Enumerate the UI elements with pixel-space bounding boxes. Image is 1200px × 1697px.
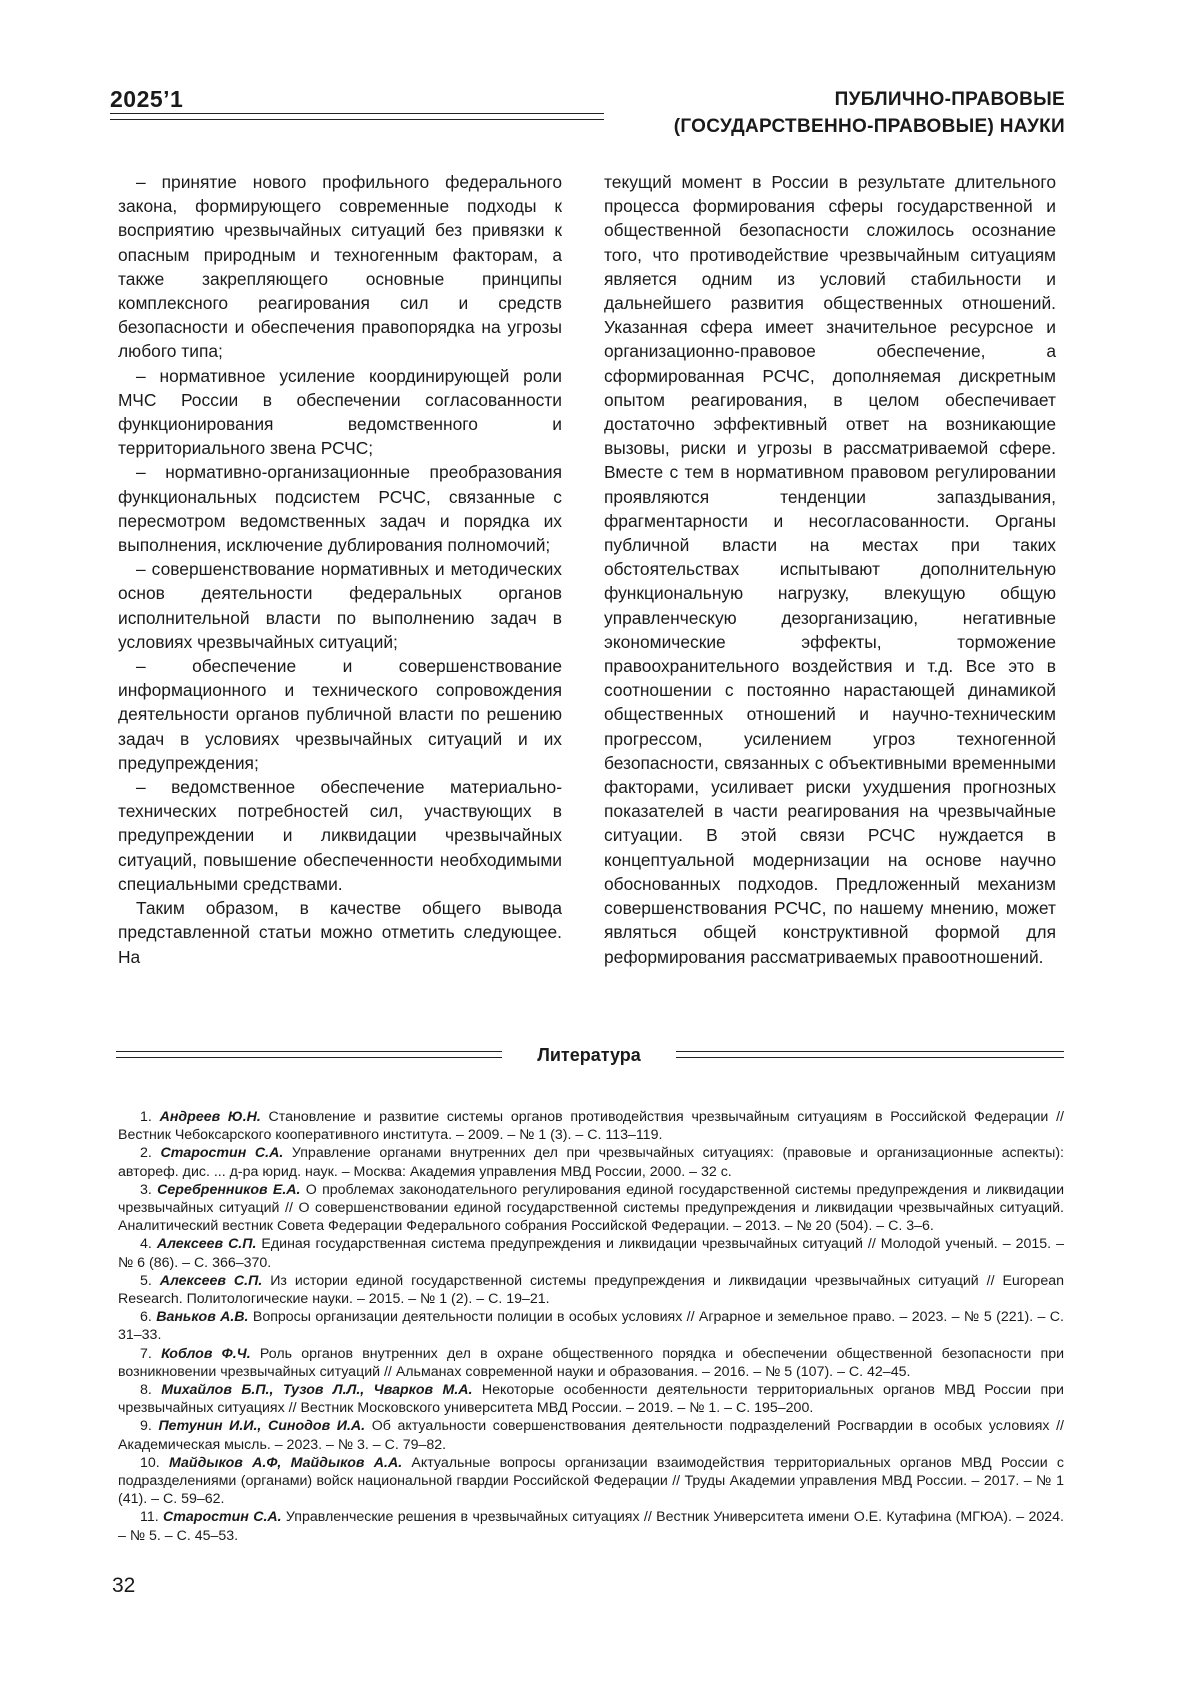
reference-item — [118, 1235, 1064, 1271]
reference-number: 10. — [140, 1454, 160, 1471]
reference-text: Управление органами внутренних дел при чрезвычайных ситуациях: (правовые и организационные аспекты): автореф. дис. ... д-ра юрид. наук. – Москва: Академия управления МВД России, 2000. – 32 с. — [118, 1145, 1064, 1180]
heading-rule-left — [116, 1051, 502, 1058]
reference-authors: Старостин С.А. — [163, 1509, 282, 1526]
reference-text: Управленческие решения в чрезвычайных ситуациях // Вестник Университета имени О.Е. Кутафина (МГЮА). – 2024. – № 5. – С. 45–53. — [118, 1509, 1064, 1544]
page-number: 32 — [112, 1574, 136, 1597]
reference-item — [118, 1108, 1064, 1144]
issue-number: 2025’1 — [110, 86, 184, 112]
reference-text: Актуальные вопросы организации взаимодействия территориальных органов МВД России с подразделениями (органами) войск национальной гвардии Российской Федерации // Труды Академии управления МВД России. – 2017. – № 1 (41). – С. 59–62. — [118, 1454, 1064, 1508]
reference-authors: Старостин С.А. — [160, 1145, 284, 1162]
reference-authors: Ваньков А.В. — [156, 1309, 249, 1326]
paragraph: Таким образом, в качестве общего вывода представленной статьи можно отметить следующее. На — [118, 898, 562, 967]
literature-title: Литература — [537, 1045, 641, 1065]
reference-text: Роль органов внутренних дел в охране общественного порядка и обеспечении общественной безопасности при возникновении чрезвычайных ситуаций // Альманах современной науки и образования. – 2016. – № 5 (107). – С. 42–45. — [118, 1345, 1065, 1380]
reference-text: Из истории единой государственной системы предупреждения и ликвидации чрезвычайных ситуаций // European Research. Политологические науки. – 2015. – № 1 (2). – С. 19–21. — [118, 1272, 1064, 1308]
reference-authors: Петунин И.И., Синодов И.А. — [158, 1418, 366, 1435]
reference-number: 7. — [140, 1345, 152, 1362]
reference-authors: Алексеев С.П. — [159, 1272, 263, 1289]
reference-text: Вопросы организации деятельности полиции в особых условиях // Аграрное и земельное право. – 2023. – № 5 (221). – С. 31–33. — [118, 1309, 1064, 1344]
reference-item — [118, 1454, 1064, 1509]
reference-authors: Майдыков А.Ф, Майдыков А.А. — [169, 1454, 403, 1471]
reference-authors: Коблов Ф.Ч. — [161, 1345, 251, 1362]
reference-authors: Андреев Ю.Н. — [159, 1109, 261, 1125]
heading-rule-right — [676, 1051, 1064, 1058]
reference-text: Становление и развитие системы органов противодействия чрезвычайным ситуациям в Российской Федерации // Вестник Чебоксарского кооперативного института. – 2009. – № 1 (3). – С. 113–119. — [118, 1109, 1064, 1144]
paragraph: – нормативно-организационные преобразования функциональных подсистем РСЧС, связанные с пересмотром ведомственных задач и порядка их выполнения, исключение дублирования полномочий; — [118, 462, 562, 556]
left-column — [118, 170, 562, 969]
literature-heading — [116, 1040, 1064, 1070]
reference-item — [118, 1308, 1064, 1344]
reference-authors: Серебренников Е.А. — [157, 1181, 301, 1198]
reference-item — [118, 1345, 1064, 1381]
reference-authors: Алексеев С.П. — [156, 1236, 257, 1253]
header-double-rule — [110, 113, 604, 120]
reference-item — [118, 1508, 1064, 1544]
reference-item — [118, 1417, 1064, 1453]
paragraph: – обеспечение и совершенствование информационного и технического сопровождения деятельности органов публичной власти по решению задач в условиях чрезвычайных ситуаций и их предупреждения; — [118, 656, 562, 773]
reference-number: 6. — [140, 1309, 152, 1326]
reference-number: 1. — [140, 1109, 152, 1125]
reference-number: 4. — [140, 1236, 152, 1253]
reference-text: О проблемах законодательного регулирования единой государственной системы предупреждения и ликвидации чрезвычайных ситуаций // О совершенствовании единой государственной системы предупреждения и ликвидации чрезвычайных ситуаций. Аналитический вестник Совета Федерации Федерального собрания Российской Федерации. – 2013. – № 20 (504). – С. 3–6. — [118, 1181, 1064, 1235]
reference-number: 3. — [140, 1181, 152, 1198]
paragraph: текущий момент в России в результате длительного процесса формирования сферы государственной и общественной безопасности сложилось осознание того, что противодействие чрезвычайным ситуациям является одним из условий стабильности и дальнейшего развития общественных отношений. Указанная сфера имеет значительное ресурсное и организационно-правовое обеспечение, а сформированная РСЧС, дополняемая дискретным опытом реагирования, в целом обеспечивает достаточно эффективный ответ на возникающие вызовы, риски и угрозы в рассматриваемой сфере. Вместе с тем в нормативном правовом регулировании проявляются тенденции запаздывания, фрагментарности и несогласованности. Органы публичной власти на местах при таких обстоятельствах испытывают дополнительную функциональную нагрузку, влекущую общую управленческую дезорганизацию, негативные экономические эффекты, торможение правоохранительного воздействия и т.д. Все это в соотношении с постоянно нарастающей динамикой общественных отношений и научно-техническим прогрессом, усилением угроз техногенной безопасности, связанных с объективными временными факторами, усиливает риски ухудшения прогнозных показателей в части реагирования на чрезвычайные ситуации. В этой связи РСЧС нуждается в концептуальной модернизации на основе научно обоснованных подходов. Предложенный механизм совершенствования РСЧС, по нашему мнению, может являться общей конструктивной формой для реформирования рассматриваемых правоотношений. — [604, 172, 1056, 967]
reference-list — [118, 1108, 1064, 1545]
reference-item — [118, 1181, 1064, 1236]
reference-authors: Михайлов Б.П., Тузов Л.Л., Чварков М.А. — [161, 1382, 473, 1399]
reference-number: 8. — [140, 1382, 152, 1399]
reference-number: 2. — [140, 1145, 152, 1162]
section-title — [645, 86, 1065, 140]
reference-text: Об актуальности совершенствования деятельности подразделений Росгвардии в особых условиях // Академическая мысль. – 2023. – № 3. – С. 79–82. — [118, 1418, 1064, 1453]
section-title-line-1: ПУБЛИЧНО-ПРАВОВЫЕ — [834, 89, 1065, 110]
reference-item — [118, 1144, 1064, 1180]
section-title-line-2: (ГОСУДАРСТВЕННО-ПРАВОВЫЕ) НАУКИ — [673, 116, 1065, 137]
reference-item — [118, 1272, 1064, 1308]
paragraph: – принятие нового профильного федерального закона, формирующего современные подходы к восприятию чрезвычайных ситуаций без привязки к опасным природным и техногенным факторам, а также закрепляющего основные принципы комплексного реагирования сил и средств безопасности и обеспечения правопорядка на угрозы любого типа; — [118, 172, 562, 362]
reference-number: 5. — [140, 1272, 152, 1289]
reference-item — [118, 1381, 1064, 1417]
reference-text: Единая государственная система предупреждения и ликвидации чрезвычайных ситуаций // Молодой ученый. – 2015. – № 6 (86). – С. 366–370. — [118, 1236, 1064, 1271]
paragraph: – ведомственное обеспечение материально-технических потребностей сил, участвующих в предупреждении и ликвидации чрезвычайных ситуаций, повышение обеспеченности необходимыми специальными средствами. — [118, 777, 562, 894]
right-column — [604, 170, 1056, 969]
reference-text: Некоторые особенности деятельности территориальных органов МВД России при чрезвычайных ситуациях // Вестник Московского университета МВД России. – 2019. – № 1. – С. 195–200. — [118, 1382, 1064, 1417]
paragraph: – нормативное усиление координирующей роли МЧС России в обеспечении согласованности функционирования ведомственного и территориального звена РСЧС; — [118, 365, 562, 459]
reference-number: 11. — [140, 1509, 159, 1526]
reference-number: 9. — [140, 1418, 152, 1435]
paragraph: – совершенствование нормативных и методических основ деятельности федеральных органов исполнительной власти по выполнению задач в условиях чрезвычайных ситуаций; — [118, 559, 562, 652]
